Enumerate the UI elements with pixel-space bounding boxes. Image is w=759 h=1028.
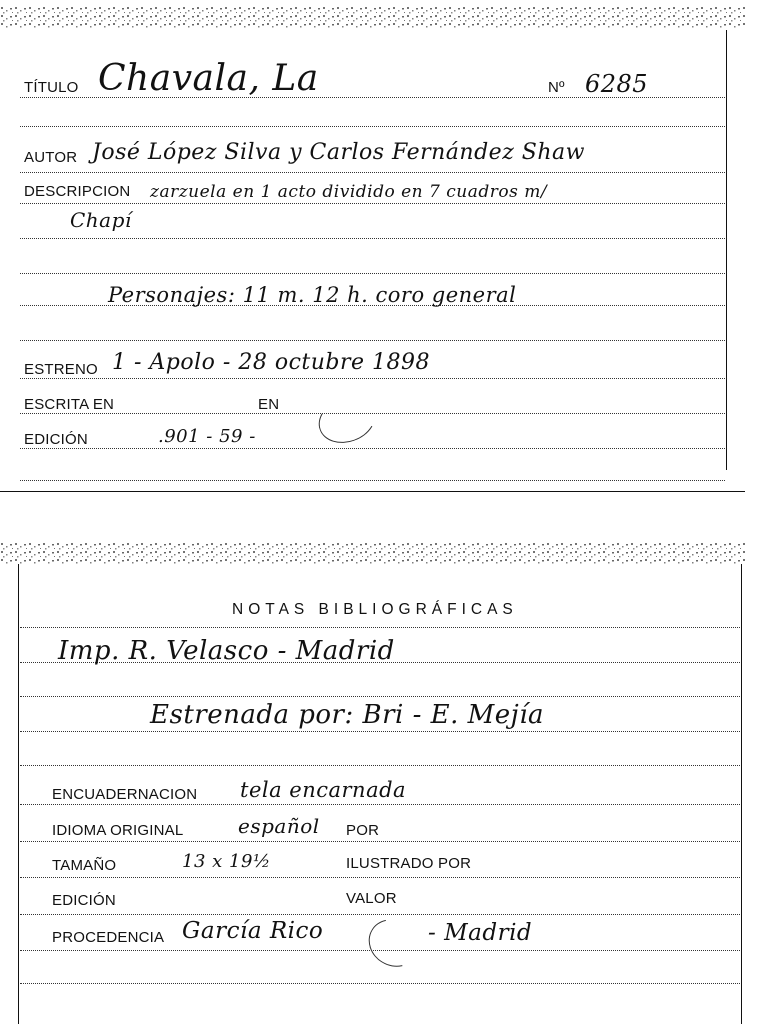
estreno-label: ESTRENO <box>24 361 98 378</box>
ruled-line <box>20 983 740 984</box>
ruled-line <box>20 765 740 766</box>
ruled-line <box>20 804 740 805</box>
numero-value: 6285 <box>585 70 649 98</box>
valor-label: VALOR <box>346 890 397 907</box>
ruled-line <box>20 841 740 842</box>
stamp-mark <box>312 389 382 450</box>
tamano-label: TAMAÑO <box>52 857 117 874</box>
encuadernacion-value: tela encarnada <box>240 778 407 802</box>
procedencia-label: PROCEDENCIA <box>52 929 165 946</box>
ruled-line <box>20 203 725 204</box>
descripcion-value-line2: Chapí <box>70 208 132 232</box>
titulo-value: Chavala, La <box>98 58 319 99</box>
ruled-line <box>20 340 725 341</box>
catalog-card-bottom <box>0 540 759 1028</box>
descripcion-value-line1: zarzuela en 1 acto dividido en 7 cuadros m/ <box>150 182 548 202</box>
ruled-line <box>20 238 725 239</box>
ruled-line <box>20 273 725 274</box>
ruled-line <box>20 731 740 732</box>
speckle-border <box>0 6 745 28</box>
ruled-line <box>20 696 740 697</box>
en-label: EN <box>258 396 280 413</box>
card-border-right <box>741 564 742 1024</box>
ruled-line <box>20 172 725 173</box>
ilustrado-por-label: ILUSTRADO POR <box>346 855 472 872</box>
note-line-2: Estrenada por: Bri - E. Mejía <box>150 700 545 730</box>
ruled-line <box>20 126 725 127</box>
ruled-line <box>20 378 725 379</box>
tamano-value: 13 x 19½ <box>182 851 271 872</box>
procedencia-value-tail: - Madrid <box>428 920 533 946</box>
titulo-label: TÍTULO <box>24 79 79 96</box>
speckle-border <box>0 542 745 564</box>
edicion-value: .901 - 59 - <box>158 426 256 447</box>
estreno-value: 1 - Apolo - 28 octubre 1898 <box>112 350 430 375</box>
numero-label: Nº <box>548 79 565 96</box>
idioma-original-label: IDIOMA ORIGINAL <box>52 822 184 839</box>
autor-label: AUTOR <box>24 149 78 166</box>
ruled-line <box>20 627 740 628</box>
card-bottom-edge <box>0 491 745 492</box>
ruled-line <box>20 480 725 481</box>
autor-value: José López Silva y Carlos Fernández Shaw <box>92 140 585 165</box>
ruled-line <box>20 877 740 878</box>
procedencia-value: García Rico <box>182 918 324 944</box>
edicion-label: EDICIÓN <box>52 892 116 909</box>
escrita-en-label: ESCRITA EN <box>24 396 115 413</box>
personajes-note: Personajes: 11 m. 12 h. coro general <box>108 283 517 307</box>
note-line-1: Imp. R. Velasco - Madrid <box>58 636 395 666</box>
notas-header: NOTAS BIBLIOGRÁFICAS <box>232 601 518 618</box>
card-border-right <box>726 30 727 470</box>
por-label: POR <box>346 822 380 839</box>
ruled-line <box>20 448 725 449</box>
catalog-card-top <box>0 0 759 495</box>
ruled-line <box>20 914 740 915</box>
encuadernacion-label: ENCUADERNACION <box>52 786 198 803</box>
edicion-label: EDICIÓN <box>24 431 88 448</box>
idioma-original-value: español <box>238 814 320 838</box>
stamp-mark <box>360 910 428 976</box>
card-border-left <box>18 564 19 1024</box>
descripcion-label: DESCRIPCION <box>24 183 131 200</box>
